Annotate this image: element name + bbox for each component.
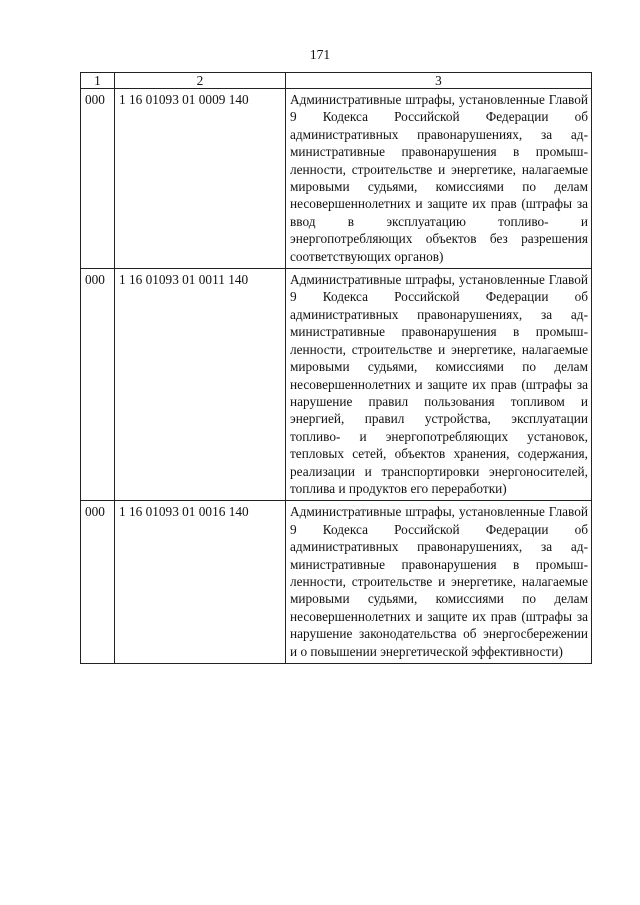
description-cell: Административные штрафы, установленные Главой 9 Кодекса Российской Федерации об административных правонарушениях, за административные правонарушения в промышленности, строительстве и энергетике, налагаемые мировыми судьями, комиссиями по делам несовершеннолетних и защите их прав (штрафы за ввод в эксплуатацию топливо- и энергопотребляющих объектов без разрешения соответствующих органов) xyxy=(286,89,592,269)
table-row xyxy=(81,501,592,664)
admin-code-cell: 000 xyxy=(81,89,115,269)
classification-code-cell: 1 16 01093 01 0016 140 xyxy=(115,501,286,664)
table-header-row xyxy=(81,73,592,89)
column-header-2: 2 xyxy=(115,73,286,89)
description-cell: Административные штрафы, установленные Главой 9 Кодекса Российской Федерации об административных правонарушениях, за административные правонарушения в промышленности, строительстве и энергетике, налагаемые мировыми судьями, комиссиями по делам несовершеннолетних и защите их прав (штрафы за нарушение правил пользования топливом и энергией, правил устройства, эксплуатации топливо- и энергопотребляющих установок, тепловых сетей, объектов хранения, содержания, реализации и транспортировки энергоносителей, топлива и продуктов его переработки) xyxy=(286,269,592,501)
admin-code-cell: 000 xyxy=(81,269,115,501)
budget-codes-table xyxy=(80,72,592,664)
description-cell: Административные штрафы, установленные Главой 9 Кодекса Российской Федерации об административных правонарушениях, за административные правонарушения в промышленности, строительстве и энергетике, налагаемые мировыми судьями, комиссиями по делам несовершеннолетних и защите их прав (штрафы за нарушение законодательства об энергосбережении и о повышении энергетической эффективности) xyxy=(286,501,592,664)
column-header-1: 1 xyxy=(81,73,115,89)
table-row xyxy=(81,89,592,269)
column-header-3: 3 xyxy=(286,73,592,89)
admin-code-cell: 000 xyxy=(81,501,115,664)
classification-code-cell: 1 16 01093 01 0011 140 xyxy=(115,269,286,501)
table-row xyxy=(81,269,592,501)
page-number: 171 xyxy=(309,47,331,62)
classification-code-cell: 1 16 01093 01 0009 140 xyxy=(115,89,286,269)
